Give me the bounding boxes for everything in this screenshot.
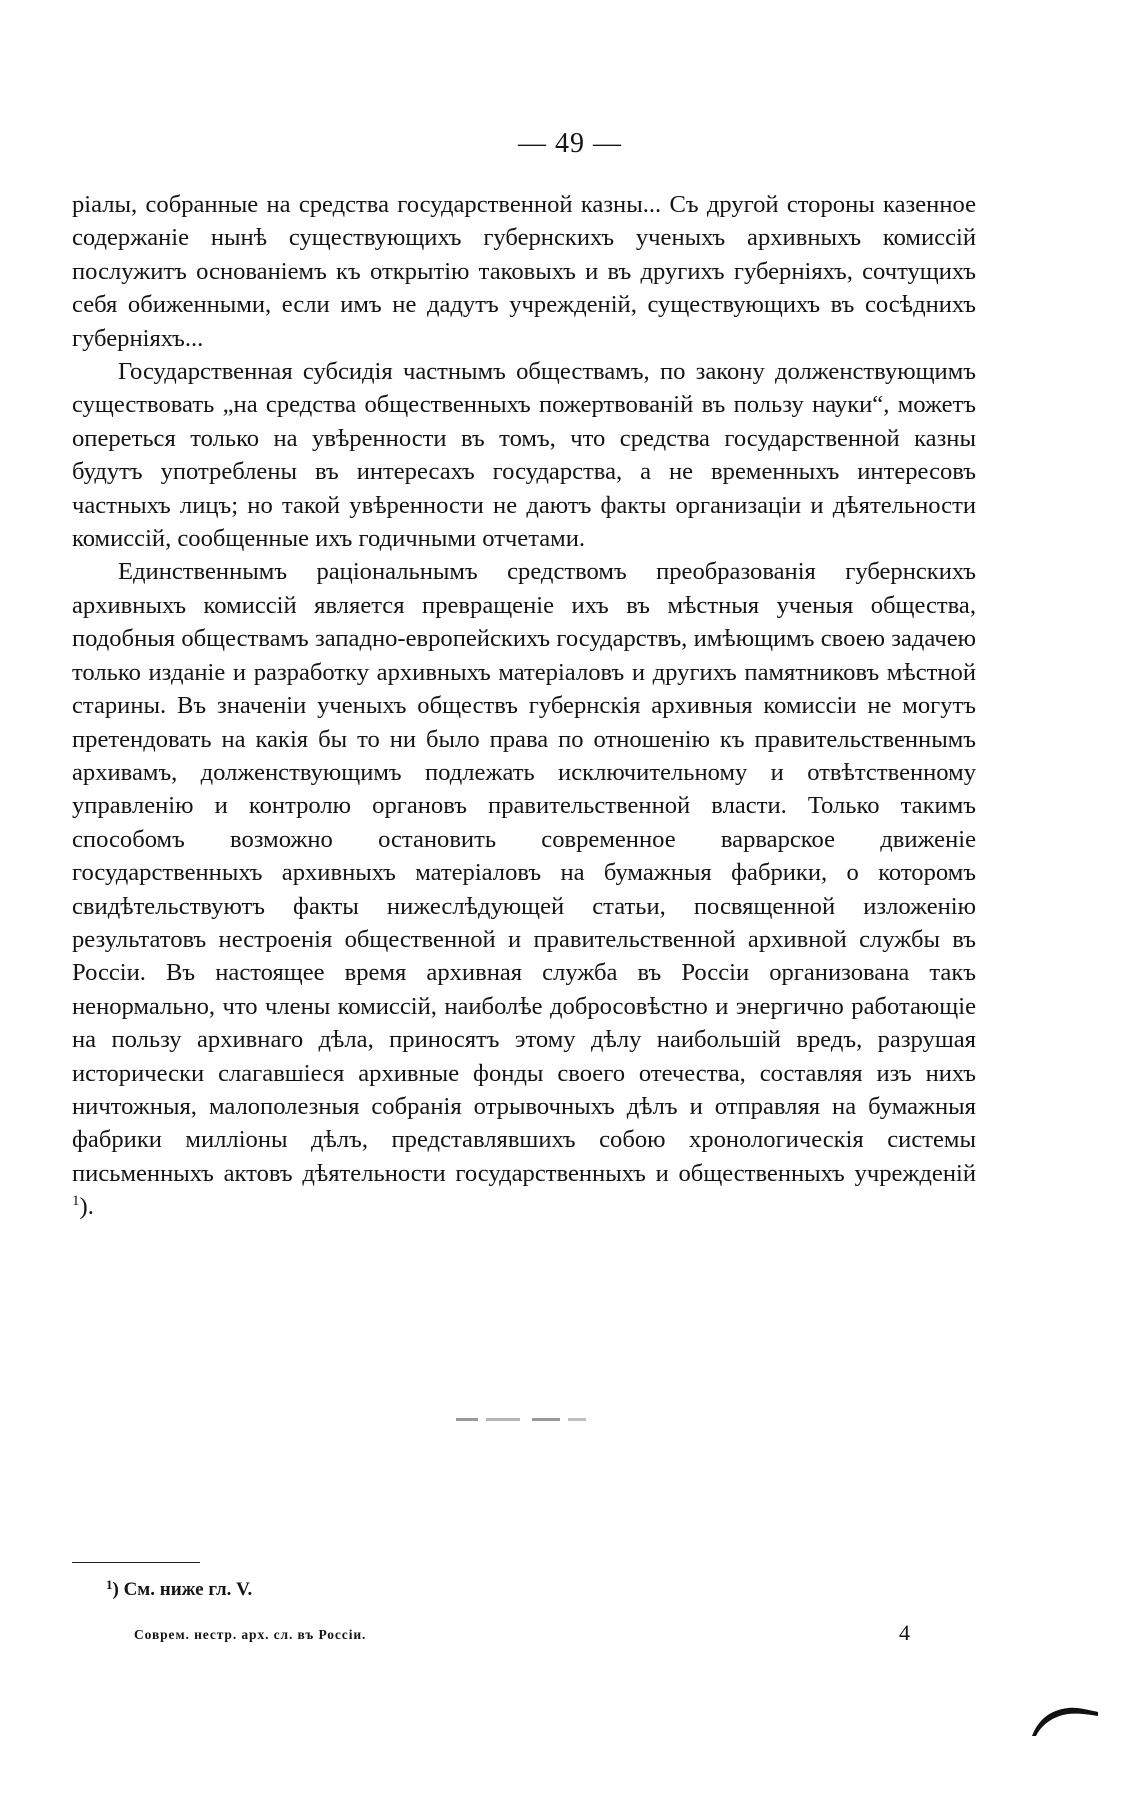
- paragraph-subsidy: Государственная субсидія частнымъ обществамъ, по закону долженствующимъ существовать „на средства общественныхъ пожертвованій въ пользу науки“, можетъ опереться только на увѣренности въ томъ, что средства государственной казны будутъ употреблены въ интересахъ государства, а не временныхъ интересовъ частныхъ лицъ; но такой увѣренности не даютъ факты организаціи и дѣятельности комиссій, сообщенные ихъ годичными отчетами.: [72, 358, 976, 553]
- paragraph-transformation-tail: ).: [79, 1193, 94, 1221]
- footnote-text: ) См. ниже гл. V.: [112, 1579, 253, 1600]
- section-end-ornament: [456, 1418, 586, 1421]
- page-number: — 49 —: [518, 128, 622, 159]
- body-text: [72, 188, 976, 1224]
- signature-line: Соврем. нестр. арх. сл. въ Россіи.: [134, 1627, 367, 1642]
- page-edge-mark: [1030, 1688, 1100, 1738]
- paragraph-transformation-text: Единственнымъ раціональнымъ средствомъ преобразованія губернскихъ архивныхъ комиссій является превращеніе ихъ въ мѣстныя ученыя общества, подобныя обществамъ западно-европейскихъ государствъ, имѣющимъ своею задачею только изданіе и разработку архивныхъ матеріаловъ и другихъ памятниковъ мѣстной старины. Въ значеніи ученыхъ обществъ губернскія архивныя комиссіи не могутъ претендовать на какія бы то ни было права по отношенію къ правительственнымъ архивамъ, долженствующимъ подлежать исключительному и отвѣтственному управленію и контролю органовъ правительственной власти. Только такимъ способомъ возможно остановить современное варварское движеніе государственныхъ архивныхъ матеріаловъ на бумажныя фабрики, о которомъ свидѣтельствуютъ факты нижеслѣдующей статьи, посвященной изложенію результатовъ нестроенія общественной и правительственной архивной службы въ Россіи. Въ настоящее время архивная служба въ Россіи организована такъ ненормально, что члены комиссій, наиболѣе добросовѣстно и энергично работающіе на пользу архивнаго дѣла, приносятъ этому дѣлу наибольшій вредъ, разрушая исторически слагавшіеся архивные фонды своего отечества, составляя изъ нихъ ничтожныя, малополезныя собранія отрывочныхъ дѣлъ и отправляя на бумажныя фабрики милліоны дѣлъ, представлявшихъ собою хронологическія системы письменныхъ актовъ дѣятельности государственныхъ и общественныхъ учрежденій: [72, 558, 976, 1187]
- paragraph-transformation: [72, 555, 976, 1223]
- paragraph-continuation: ріалы, собранные на средства государственной казны... Съ другой стороны казенное содержаніе нынѣ существующихъ губернскихъ ученыхъ архивныхъ комиссій послужитъ основаніемъ къ открытію таковыхъ и въ другихъ губерніяхъ, сочтущихъ себя обиженными, если имъ не дадутъ учрежденій, существующихъ въ сосѣднихъ губерніяхъ...: [72, 191, 976, 352]
- signature-number: 4: [899, 1620, 910, 1645]
- footnote-mark: 1: [106, 1577, 113, 1592]
- footnote: [106, 1578, 252, 1602]
- footnote-reference: 1: [72, 1193, 80, 1210]
- footnote-rule: [72, 1562, 200, 1563]
